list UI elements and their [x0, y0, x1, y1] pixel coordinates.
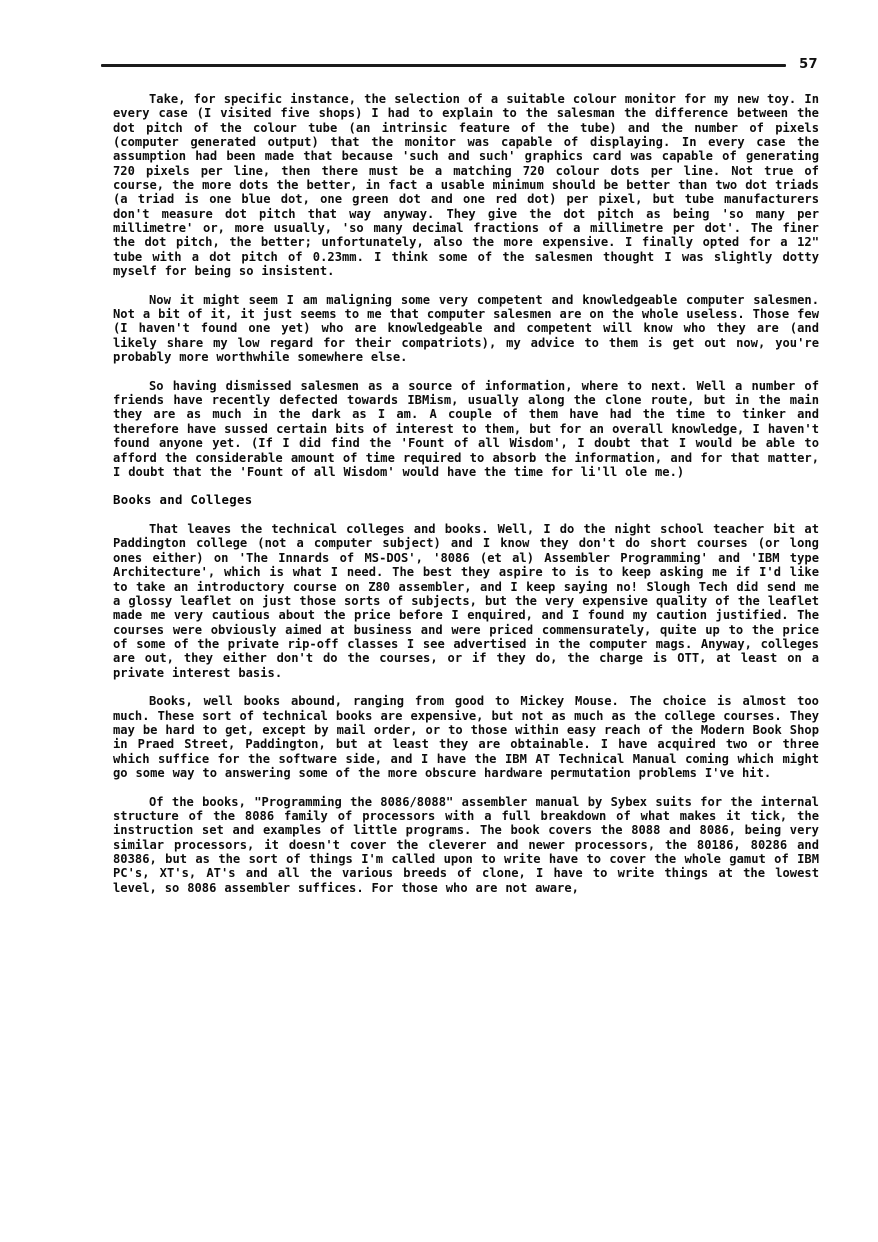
page-number: 57 [799, 56, 818, 72]
paragraph: That leaves the technical colleges and books. Well, I do the night school teacher bit at Paddington college (not a computer subject) and I know they don't do short courses (or long ones either) on 'The Innards of MS-DOS', '8086 (et al) Assembler Programming' and 'IBM type Architecture', which is what I need. The best they aspire to is to keep asking me if I'd like to take an introductory course on Z80 assembler, and I keep saying no! Slough Tech did send me a glossy leaflet on just those sorts of subjects, but the very expensive quality of the leaflet made me very cautious about the price before I enquired, and I found my caution justified. The courses were obviously aimed at business and were priced commensurately, quite up to the price of some of the private rip-off classes I see advertised in the computer mags. Anyway, colleges are out, they either don't do the courses, or if they do, the charge is OTT, at least on a private interest basis. [113, 522, 819, 680]
section-heading: Books and Colleges [113, 493, 253, 508]
paragraph: Books, well books abound, ranging from good to Mickey Mouse. The choice is almost too much. These sort of technical books are expensive, but not as much as the college courses. They may be hard to get, except by mail order, or to those within easy reach of the Modern Book Shop in Praed Street, Paddington, but at least they are obtainable. I have acquired two or three which suffice for the software side, and I have the IBM AT Technical Manual coming which might go some way to answering some of the more obscure hardware permutation problems I've hit. [113, 694, 819, 780]
paragraph: Of the books, "Programming the 8086/8088" assembler manual by Sybex suits for the internal structure of the 8086 family of processors with a full breakdown of what makes it tick, the instruction set and examples of little programs. The book covers the 8088 and 8086, being very similar processors, it doesn't cover the cleverer and newer processors, the 80186, 80286 and 80386, but as the sort of things I'm called upon to write have to cover the whole gamut of IBM PC's, XT's, AT's and all the various breeds of clone, I have to write things at the lowest level, so 8086 assembler suffices. For those who are not aware, [113, 794, 819, 895]
header-rule [101, 64, 786, 67]
paragraph: So having dismissed salesmen as a source of information, where to next. Well a number of friends have recently defected towards IBMism, usually along the clone route, but in the main they are as much in the dark as I am. A couple of them have had the time to tinker and therefore have sussed certain bits of interest to them, but for an overall knowledge, I haven't found anyone yet. (If I did find the 'Fount of all Wisdom', I doubt that I would be able to afford the considerable amount of time required to absorb the information, and for that matter, I doubt that the 'Fount of all Wisdom' would have the time for li'll ole me.) [113, 378, 819, 479]
paragraph: Now it might seem I am maligning some very competent and knowledgeable computer salesmen. Not a bit of it, it just seems to me that computer salesmen are on the whole useless. Those few (I haven't found one yet) who are knowledgeable and competent will know who they are (and likely share my low regard for their compatriots), my advice to them is get out now, you're probably more worthwhile somewhere else. [113, 292, 819, 365]
page-header [101, 52, 818, 78]
paragraph: Take, for specific instance, the selection of a suitable colour monitor for my new toy. In every case (I visited five shops) I had to explain to the salesman the difference between the dot pitch of the colour tube (an intrinsic feature of the tube) and the number of pixels (computer generated output) that the monitor was capable of displaying. In every case the assumption had been made that because 'such and such' graphics card was capable of generating 720 pixels per line, then there must be a matching 720 colour dots per line. Not true of course, the more dots the better, in fact a usable minimum should be better than two dot triads (a triad is one blue dot, one green dot and one red dot) per pixel, but tube manufacturers don't measure dot pitch that way anyway. They give the dot pitch as being 'so many per millimetre' or, more usually, 'so many decimal fractions of a millimetre per dot'. The finer the dot pitch, the better; unfortunately, also the more expensive. I finally opted for a 12" tube with a dot pitch of 0.23mm. I think some of the salesmen thought I was slightly dotty myself for being so insistent. [113, 92, 819, 279]
body-text-column [113, 92, 819, 895]
